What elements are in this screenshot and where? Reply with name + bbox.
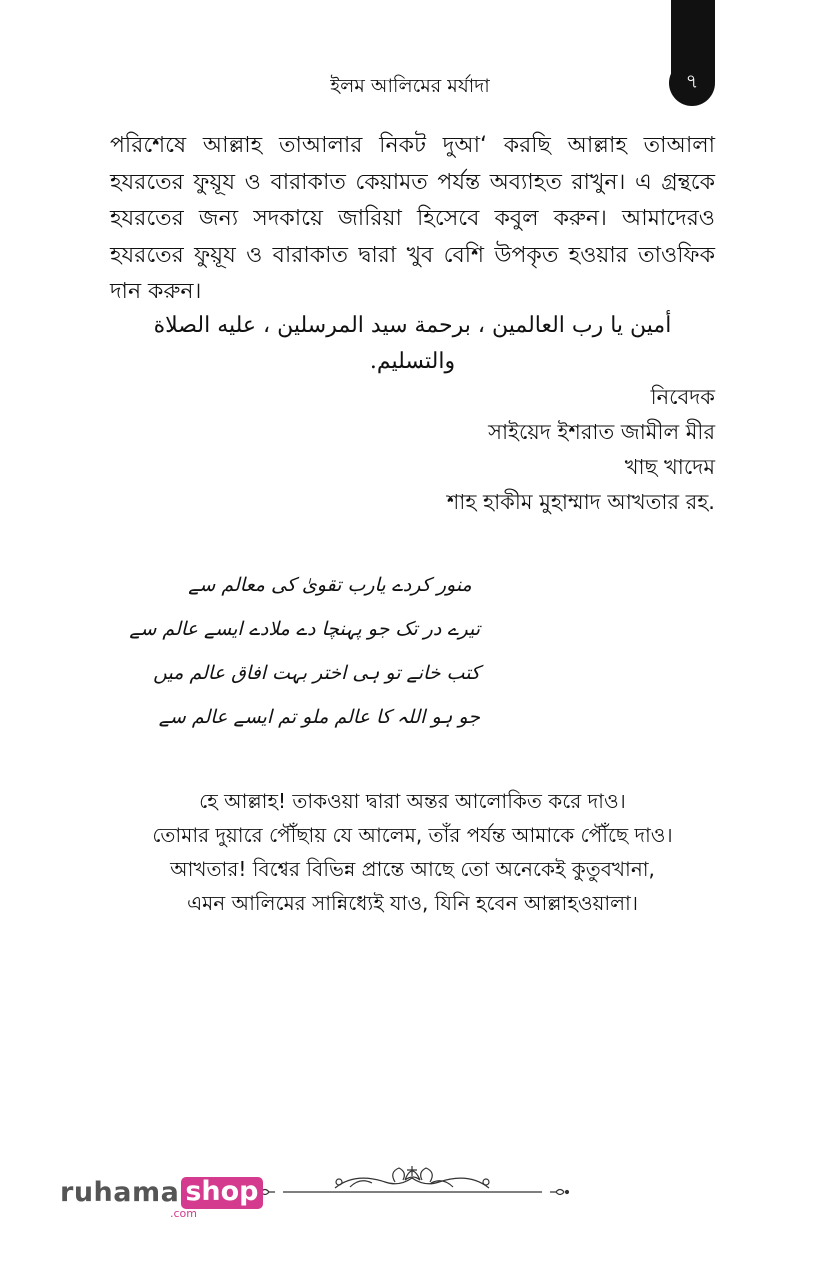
signature-block bbox=[380, 380, 715, 520]
bangla-verse: আখতার! বিশ্বের বিভিন্ন প্রান্তে আছে তো অনেকেই কুতুবখানা, bbox=[170, 857, 655, 881]
bangla-verse: হে আল্লাহ! তাকওয়া দ্বারা অন্তর আলোকিত করে দাও। bbox=[199, 789, 626, 813]
bangla-poem bbox=[90, 784, 735, 920]
signature-label: নিবেদক bbox=[650, 385, 715, 409]
urdu-verse: منور کردے یارب تقویٰ کی معالم سے bbox=[188, 574, 472, 596]
urdu-verse: تیرے در تک جو پہنچا دے ملادے ایسے عالم سے bbox=[129, 618, 480, 640]
urdu-poem bbox=[129, 563, 480, 739]
page-number: ৭ bbox=[669, 60, 715, 106]
urdu-verse: جو ہو اللہ کا عالم ملو تم ایسے عالم سے bbox=[158, 706, 480, 728]
logo-text-ruhama: ruhama bbox=[60, 1177, 180, 1208]
logo-text-com: .com bbox=[170, 1207, 197, 1220]
urdu-verse: کتب خانے تو ہی اختر بہت افاق عالم میں bbox=[153, 662, 480, 684]
ruhamashop-logo bbox=[60, 1176, 263, 1220]
signature-of: শাহ হাকীম মুহাম্মাদ আখতার রহ. bbox=[446, 490, 715, 514]
logo-text-shop: shop bbox=[181, 1177, 262, 1209]
footer-ornament-icon bbox=[255, 1160, 570, 1200]
running-title: ইলম আলিমের মর্যাদা bbox=[330, 75, 490, 97]
bangla-verse: তোমার দুয়ারে পৌঁছায় যে আলেম, তাঁর পর্যন্ত আমাকে পৌঁছে দাও। bbox=[152, 823, 673, 847]
arabic-dua: أمين يا رب العالمين ، برحمة سيد المرسلين ، عليه الصلاة والتسليم. bbox=[153, 313, 672, 374]
signature-role: খাছ খাদেম bbox=[624, 455, 715, 479]
body-paragraph: পরিশেষে আল্লাহ তাআলার নিকট দুআ‘ করছি আল্লাহ তাআলা হযরতের ফুয়ূয ও বারাকাত কেয়ামত পর্যন্ত অব্যাহত রাখুন। এ গ্রন্থকে হযরতের জন্য সদকায়ে জারিয়া হিসেবে কবুল করুন। আমাদেরও হযরতের ফুয়ূয ও বারাকাত দ্বারা খুব বেশি উপকৃত হওয়ার তাওফিক দান করুন। bbox=[110, 133, 715, 304]
signature-name: সাইয়েদ ইশরাত জামীল মীর bbox=[488, 420, 715, 444]
bangla-verse: এমন আলিমের সান্নিধ্যেই যাও, যিনি হবেন আল্লাহওয়ালা। bbox=[186, 891, 639, 915]
